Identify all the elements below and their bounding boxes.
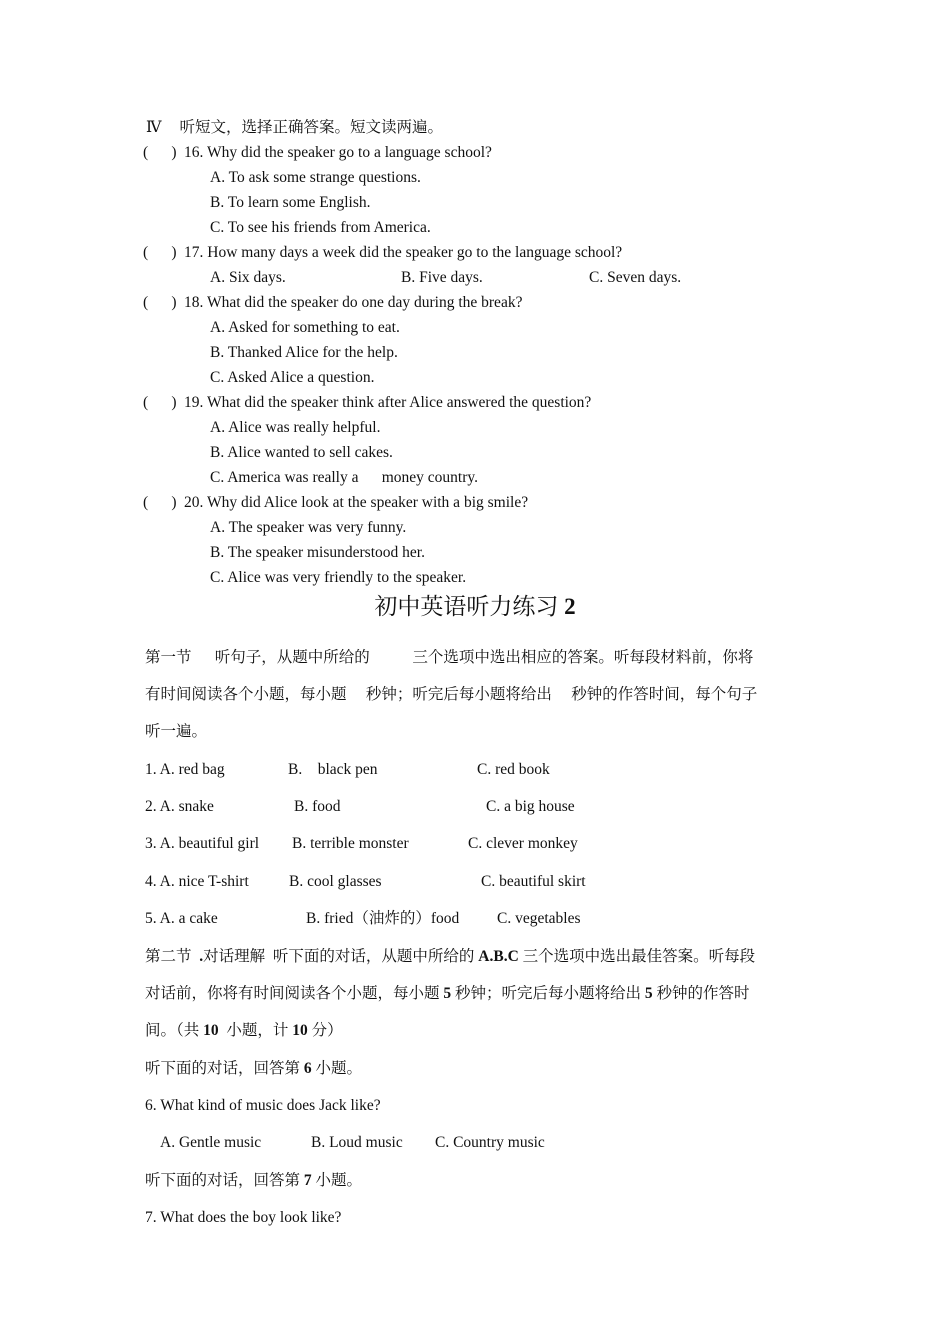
- page-title: [0, 592, 950, 622]
- page-title-number: 2: [564, 594, 576, 619]
- question-stem: 16. Why did the speaker go to a language school?: [184, 144, 492, 161]
- text-run: 秒钟；听完后每小题将给出: [451, 985, 645, 1002]
- item-option-b: B. cool glasses: [289, 873, 382, 890]
- text-run: 第二节: [145, 948, 200, 965]
- question-stem: 20. Why did Alice look at the speaker with a big smile?: [184, 494, 529, 511]
- page-title-text: 初中英语听力练习: [374, 594, 559, 619]
- answer-blank: ( ): [143, 294, 177, 311]
- text-run: .: [199, 948, 204, 965]
- answer-blank: ( ): [143, 244, 177, 261]
- instruction-line: [145, 947, 755, 967]
- question-stem: 19. What did the speaker think after Alice answered the question?: [184, 394, 592, 411]
- option: B. Alice wanted to sell cakes.: [210, 444, 393, 461]
- text-run: 秒钟的作答时: [652, 985, 750, 1002]
- text-run: 小题。: [311, 1172, 363, 1189]
- item-option-b: B. fried（油炸的）food: [306, 910, 460, 927]
- dialogue-intro: [145, 1171, 362, 1191]
- item-option-c: C. red book: [477, 761, 550, 778]
- option: C. Alice was very friendly to the speaker.: [210, 569, 467, 586]
- item-option-b: B. black pen: [288, 761, 378, 778]
- option: B. Five days.: [401, 269, 483, 286]
- item-option-c: C. a big house: [486, 798, 575, 815]
- instruction-line: 有时间阅读各个小题，每小题 秒钟；听完后每小题将给出 秒钟的作答时间，每个句子: [145, 686, 758, 703]
- option: C. Seven days.: [589, 269, 682, 286]
- option: B. The speaker misunderstood her.: [210, 544, 425, 561]
- text-run: 5: [443, 985, 452, 1002]
- text-run: 6: [303, 1060, 312, 1077]
- instruction-line: [145, 984, 750, 1004]
- instruction-line: 第一节 听句子，从题中所给的 三个选项中选出相应的答案。听每段材料前，你将: [145, 649, 754, 666]
- option: A. The speaker was very funny.: [210, 519, 407, 536]
- option: C. America was really a money country.: [210, 469, 479, 486]
- option: C. To see his friends from America.: [210, 219, 431, 236]
- option: B. Loud music: [311, 1134, 403, 1151]
- text-run: 小题，计: [218, 1022, 293, 1039]
- option: A. Alice was really helpful.: [210, 419, 381, 436]
- text-run: A.B.C: [478, 948, 519, 965]
- text-run: 听下面的对话，回答第: [145, 1172, 304, 1189]
- item-option-c: C. beautiful skirt: [481, 873, 586, 890]
- text-run: 对话前，你将有时间阅读各个小题，每小题: [145, 985, 444, 1002]
- item-option-a: 3. A. beautiful girl: [145, 835, 260, 852]
- text-run: 10: [292, 1022, 308, 1039]
- question-stem: 18. What did the speaker do one day during the break?: [184, 294, 523, 311]
- option: A. To ask some strange questions.: [210, 169, 421, 186]
- text-run: 5: [644, 985, 653, 1002]
- option: C. Country music: [435, 1134, 545, 1151]
- item-option-a: 4. A. nice T-shirt: [145, 873, 249, 890]
- option: B. Thanked Alice for the help.: [210, 344, 398, 361]
- text-run: 对话理解 听下面的对话，从题中所给的: [203, 948, 479, 965]
- question-stem: 7. What does the boy look like?: [145, 1209, 342, 1226]
- answer-blank: ( ): [143, 144, 177, 161]
- item-option-a: 1. A. red bag: [145, 761, 225, 778]
- text-run: 听下面的对话，回答第: [145, 1060, 304, 1077]
- question-stem: 17. How many days a week did the speaker go to the language school?: [184, 244, 623, 261]
- item-option-c: C. clever monkey: [468, 835, 578, 852]
- option: A. Asked for something to eat.: [210, 319, 400, 336]
- answer-blank: ( ): [143, 494, 177, 511]
- question-stem: 6. What kind of music does Jack like?: [145, 1097, 381, 1114]
- option: C. Asked Alice a question.: [210, 369, 375, 386]
- option: A. Gentle music: [160, 1134, 262, 1151]
- dialogue-intro: [145, 1059, 362, 1079]
- text-run: 7: [303, 1172, 312, 1189]
- text-run: 小题。: [311, 1060, 363, 1077]
- section-heading-text: 听短文，选择正确答案。短文读两遍。: [179, 119, 444, 136]
- item-option-a: 5. A. a cake: [145, 910, 218, 927]
- item-option-b: B. terrible monster: [292, 835, 409, 852]
- text-run: 分）: [307, 1022, 343, 1039]
- option: A. Six days.: [210, 269, 286, 286]
- roman-numeral: Ⅳ: [146, 119, 162, 136]
- text-run: 10: [203, 1022, 219, 1039]
- item-option-b: B. food: [294, 798, 341, 815]
- answer-blank: ( ): [143, 394, 177, 411]
- text-run: 三个选项中选出最佳答案。听每段: [518, 948, 756, 965]
- item-option-c: C. vegetables: [497, 910, 581, 927]
- text-run: 间。（共: [145, 1022, 204, 1039]
- instruction-line: [145, 1021, 343, 1041]
- item-option-a: 2. A. snake: [145, 798, 214, 815]
- option: B. To learn some English.: [210, 194, 371, 211]
- instruction-line: 听一遍。: [145, 723, 208, 740]
- section-heading: [146, 118, 443, 138]
